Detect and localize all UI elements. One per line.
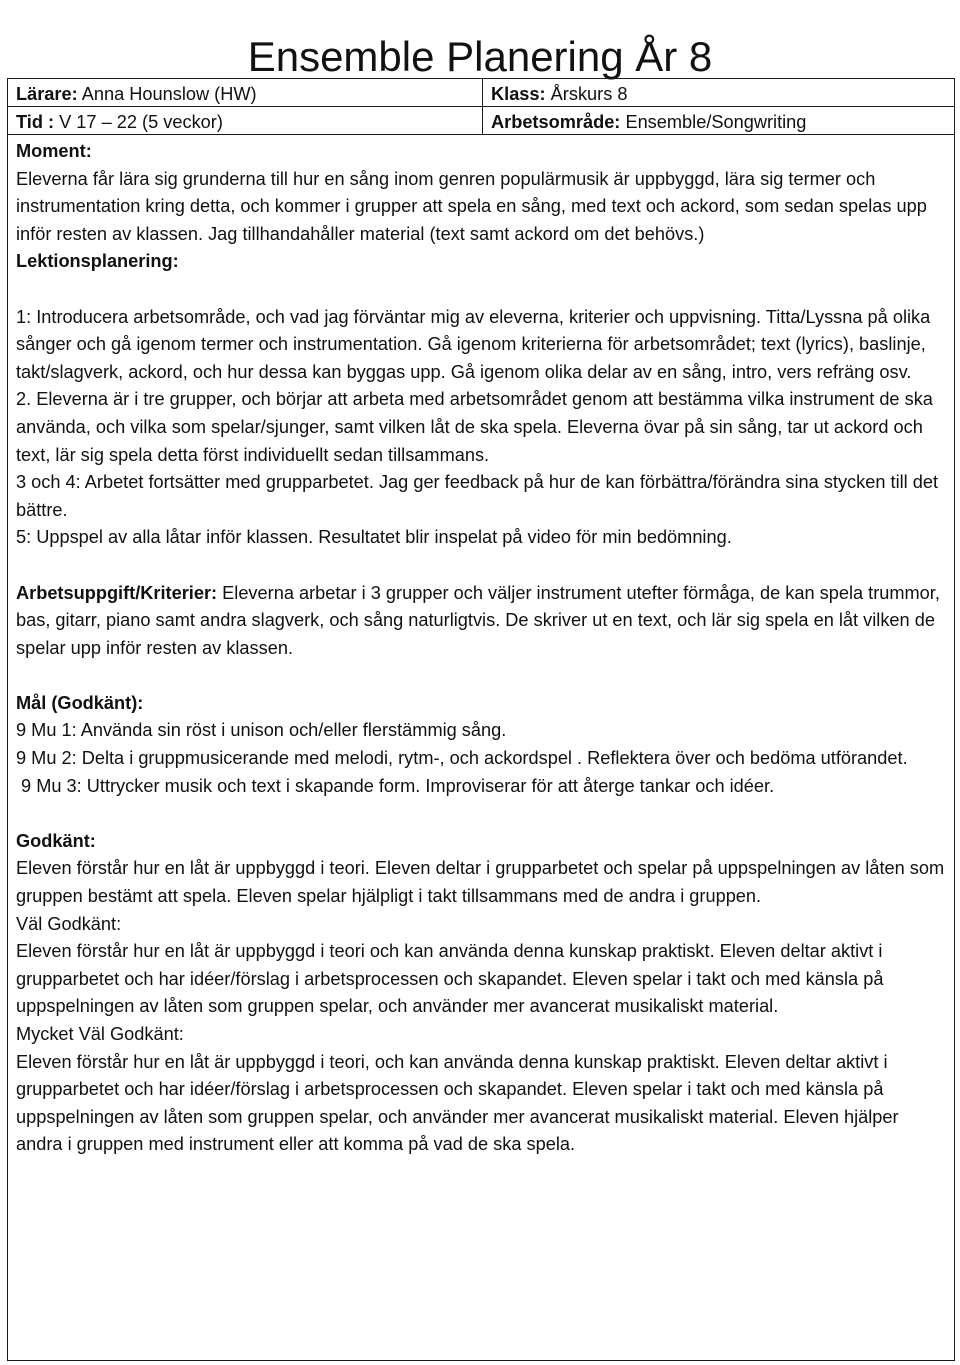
goal-mu3: 9 Mu 3: Uttrycker musik och text i skapande form. Improviserar för att återge tankar och idéer. — [16, 775, 775, 796]
assignment-paragraph — [16, 580, 948, 663]
spacer — [16, 276, 948, 304]
grade-mvg-label: Mycket Väl Godkänt: — [16, 1024, 184, 1044]
goal-mu1: 9 Mu 1: Använda sin röst i unison och/eller flerstämmig sång. — [16, 720, 507, 741]
spacer — [16, 662, 948, 690]
assignment-text: Eleverna arbetar i 3 grupper och väljer instrument utefter förmåga, de kan spela trummor, bas, gitarr, piano samt andra slagverk, och sång naturligtvis. De skriver ut en text, och lär sig spela en låt vilken de spelar upp inför resten av klassen. — [16, 582, 940, 658]
time-value: V 17 – 22 (5 veckor) — [59, 112, 223, 132]
goal-mu2: 9 Mu 2: Delta i gruppmusicerande med melodi, rytm-, och ackordspel . Reflektera över och bedöma utförandet. — [16, 748, 908, 769]
assignment-label: Arbetsuppgift/Kriterier: — [16, 582, 218, 603]
lesson-planning-label: Lektionsplanering: — [16, 251, 179, 272]
grade-g-text: Eleven förstår hur en låt är uppbyggd i teori. Eleven deltar i grupparbetet och spelar på uppspelningen av låten som gruppen bestämt att spela. Eleven spelar hjälpligt i takt tillsammans med de andra i gruppen. — [16, 858, 945, 907]
class-label: Klass: — [491, 84, 546, 104]
spacer — [16, 552, 948, 580]
lesson-3-4-text: 3 och 4: Arbetet fortsätter med grupparbetet. Jag ger feedback på hur de kan förbättra/förändra sina stycken till det bättre. — [16, 472, 939, 520]
lesson-2-text: 2. Eleverna är i tre grupper, och börjar att arbeta med arbetsområdet genom att bestämma vilka instrument de ska använda, och vilka som spelar/sjunger, samt vilken låt de ska spela. Eleverna övar på sin sång, tar ut ackord och text, lär sig spela detta först individuellt sedan tillsammans. — [16, 389, 933, 465]
area-cell — [491, 108, 806, 136]
grade-g-label: Godkänt: — [16, 830, 96, 851]
teacher-cell — [16, 80, 257, 108]
moment-text: Eleverna får lära sig grunderna till hur en sång inom genren populärmusik är uppbyggd, lära sig termer och instrumentation kring detta, och kommer i grupper att spela en sång, med text och ackord, som sedan spelas upp inför resten av klassen. Jag tillhandahåller material (text samt ackord om det behövs.) — [16, 168, 927, 244]
spacer — [16, 800, 948, 828]
grade-vg-text: Eleven förstår hur en låt är uppbyggd i teori och kan använda denna kunskap praktiskt. Eleven deltar aktivt i grupparbetet och har idéer/förslag i arbetsprocessen och skapandet. Eleven spelar i takt och med känsla på uppspelningen av låten som gruppen spelar, och använder mer avancerat musikaliskt material. — [16, 941, 884, 1017]
area-label: Arbetsområde: — [491, 112, 621, 132]
goals-label: Mål (Godkänt): — [16, 692, 144, 713]
moment-label: Moment: — [16, 141, 92, 161]
area-value: Ensemble/Songwriting — [625, 112, 807, 132]
class-cell — [491, 80, 627, 108]
lesson-5-text: 5: Uppspel av alla låtar inför klassen. Resultatet blir inspelat på video för min bedömning. — [16, 527, 732, 548]
teacher-value: Anna Hounslow (HW) — [81, 84, 257, 104]
lesson-1-text: 1: Introducera arbetsområde, och vad jag förväntar mig av eleverna, kriterier och uppvisning. Titta/Lyssna på olika sånger och gå igenom termer och instrumentation. Gå igenom kriterierna för arbetsområdet; text (lyrics), baslinje, takt/slagverk, ackord, och hur dessa kan byggas upp. Gå igenom olika delar av en sång, intro, vers refräng osv. — [16, 306, 931, 382]
column-divider — [482, 78, 483, 134]
time-cell — [16, 108, 223, 136]
time-label: Tid : — [16, 112, 55, 132]
grade-vg-label: Väl Godkänt: — [16, 913, 122, 934]
class-value: Årskurs 8 — [550, 84, 628, 104]
teacher-label: Lärare: — [16, 84, 78, 104]
document-body — [16, 138, 948, 1159]
page-title: Ensemble Planering År 8 — [247, 33, 713, 81]
grade-mvg-text: Eleven förstår hur en låt är uppbyggd i teori, och kan använda denna kunskap praktiskt. Eleven deltar aktivt i grupparbetet och har idéer/förslag i arbetsprocessen och skapandet. Eleven spelar i takt och med känsla på uppspelningen av låten som gruppen spelar, och använder mer avancerat musikaliskt material. Eleven hjälper andra i gruppen med instrument eller att komma på vad de ska spela. — [16, 1051, 899, 1155]
